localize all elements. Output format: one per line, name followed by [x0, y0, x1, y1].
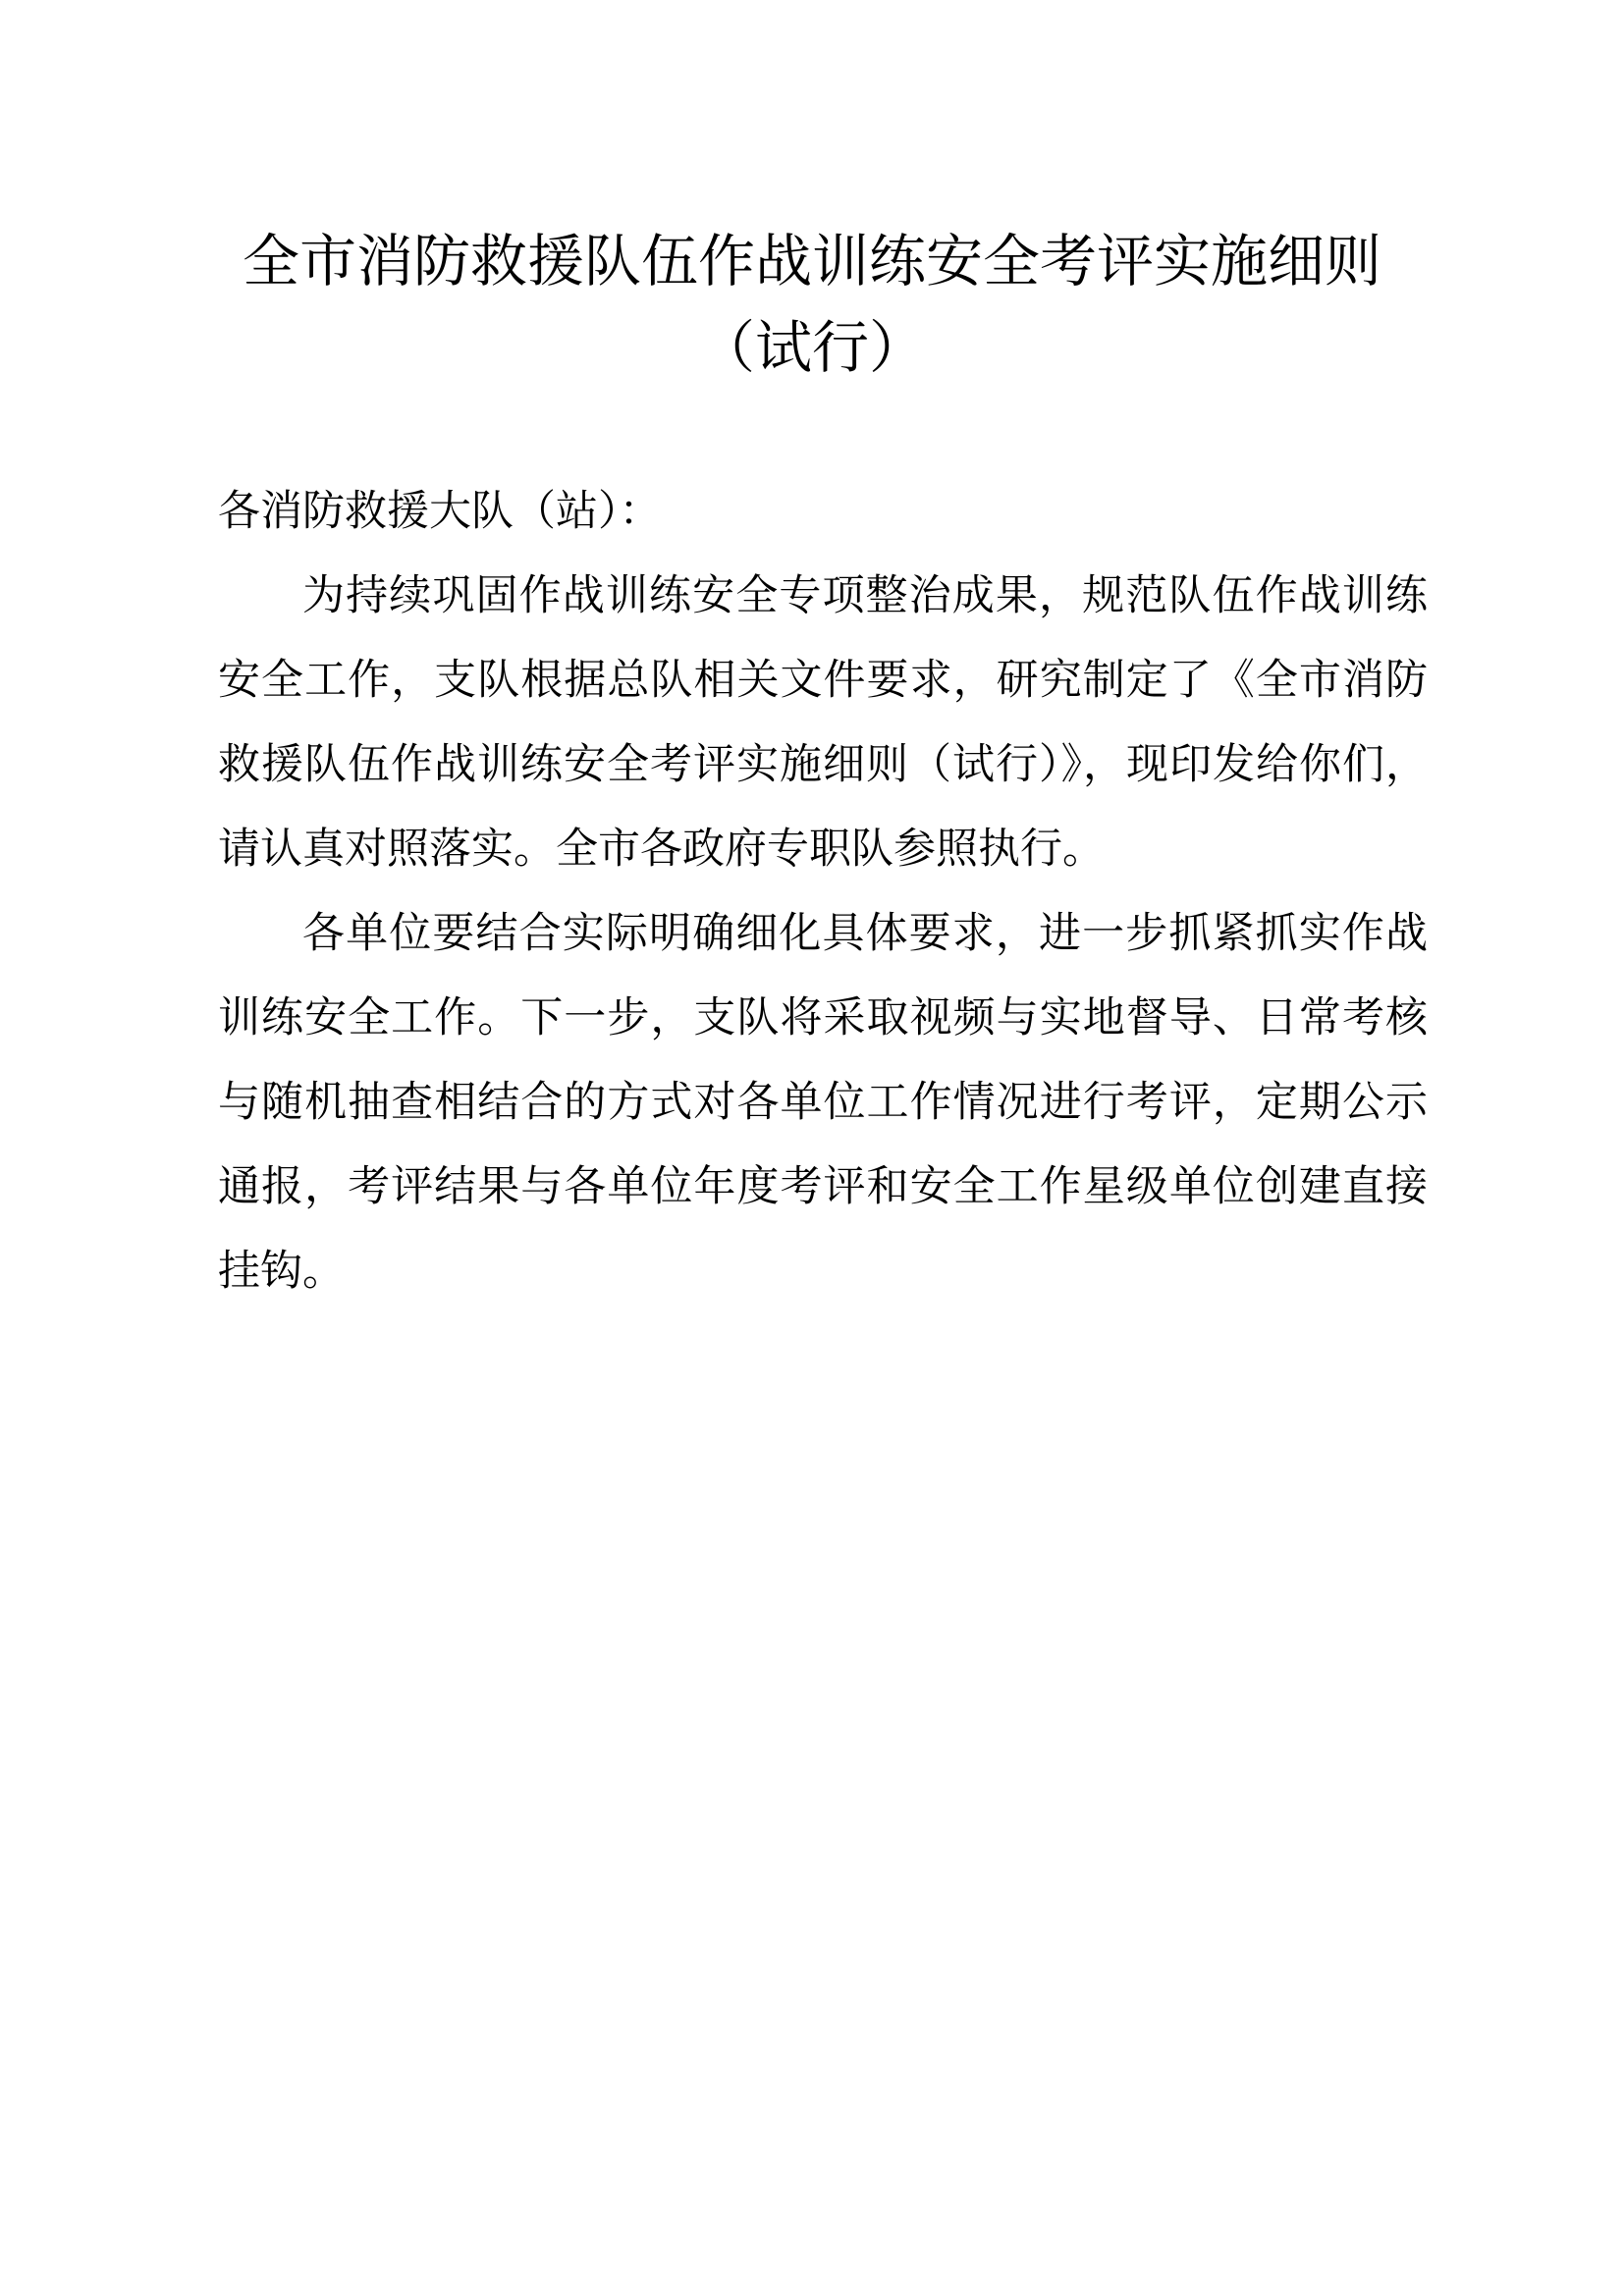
- paragraph-2: 各单位要结合实际明确细化具体要求，进一步抓紧抓实作战训练安全工作。下一步，支队将采取视频与实地督导、日常考核与随机抽查相结合的方式对各单位工作情况进行考评，定期公示通报，考评结果与各单位年度考评和安全工作星级单位创建直接挂钩。: [218, 909, 1428, 1296]
- title-line-2: （试行）: [697, 314, 926, 381]
- salutation: 各消防救援大队（站）：: [218, 487, 662, 536]
- document-title: [196, 218, 1428, 391]
- title-line-1: 全市消防救援队伍作战训练安全考评实施细则: [242, 228, 1381, 294]
- document-body: [218, 469, 1428, 1313]
- paragraph-1: 为持续巩固作战训练安全专项整治成果，规范队伍作战训练安全工作，支队根据总队相关文件要求，研究制定了《全市消防救援队伍作战训练安全考评实施细则（试行）》，现印发给你们，请认真对照落实。全市各政府专职队参照执行。: [218, 571, 1428, 874]
